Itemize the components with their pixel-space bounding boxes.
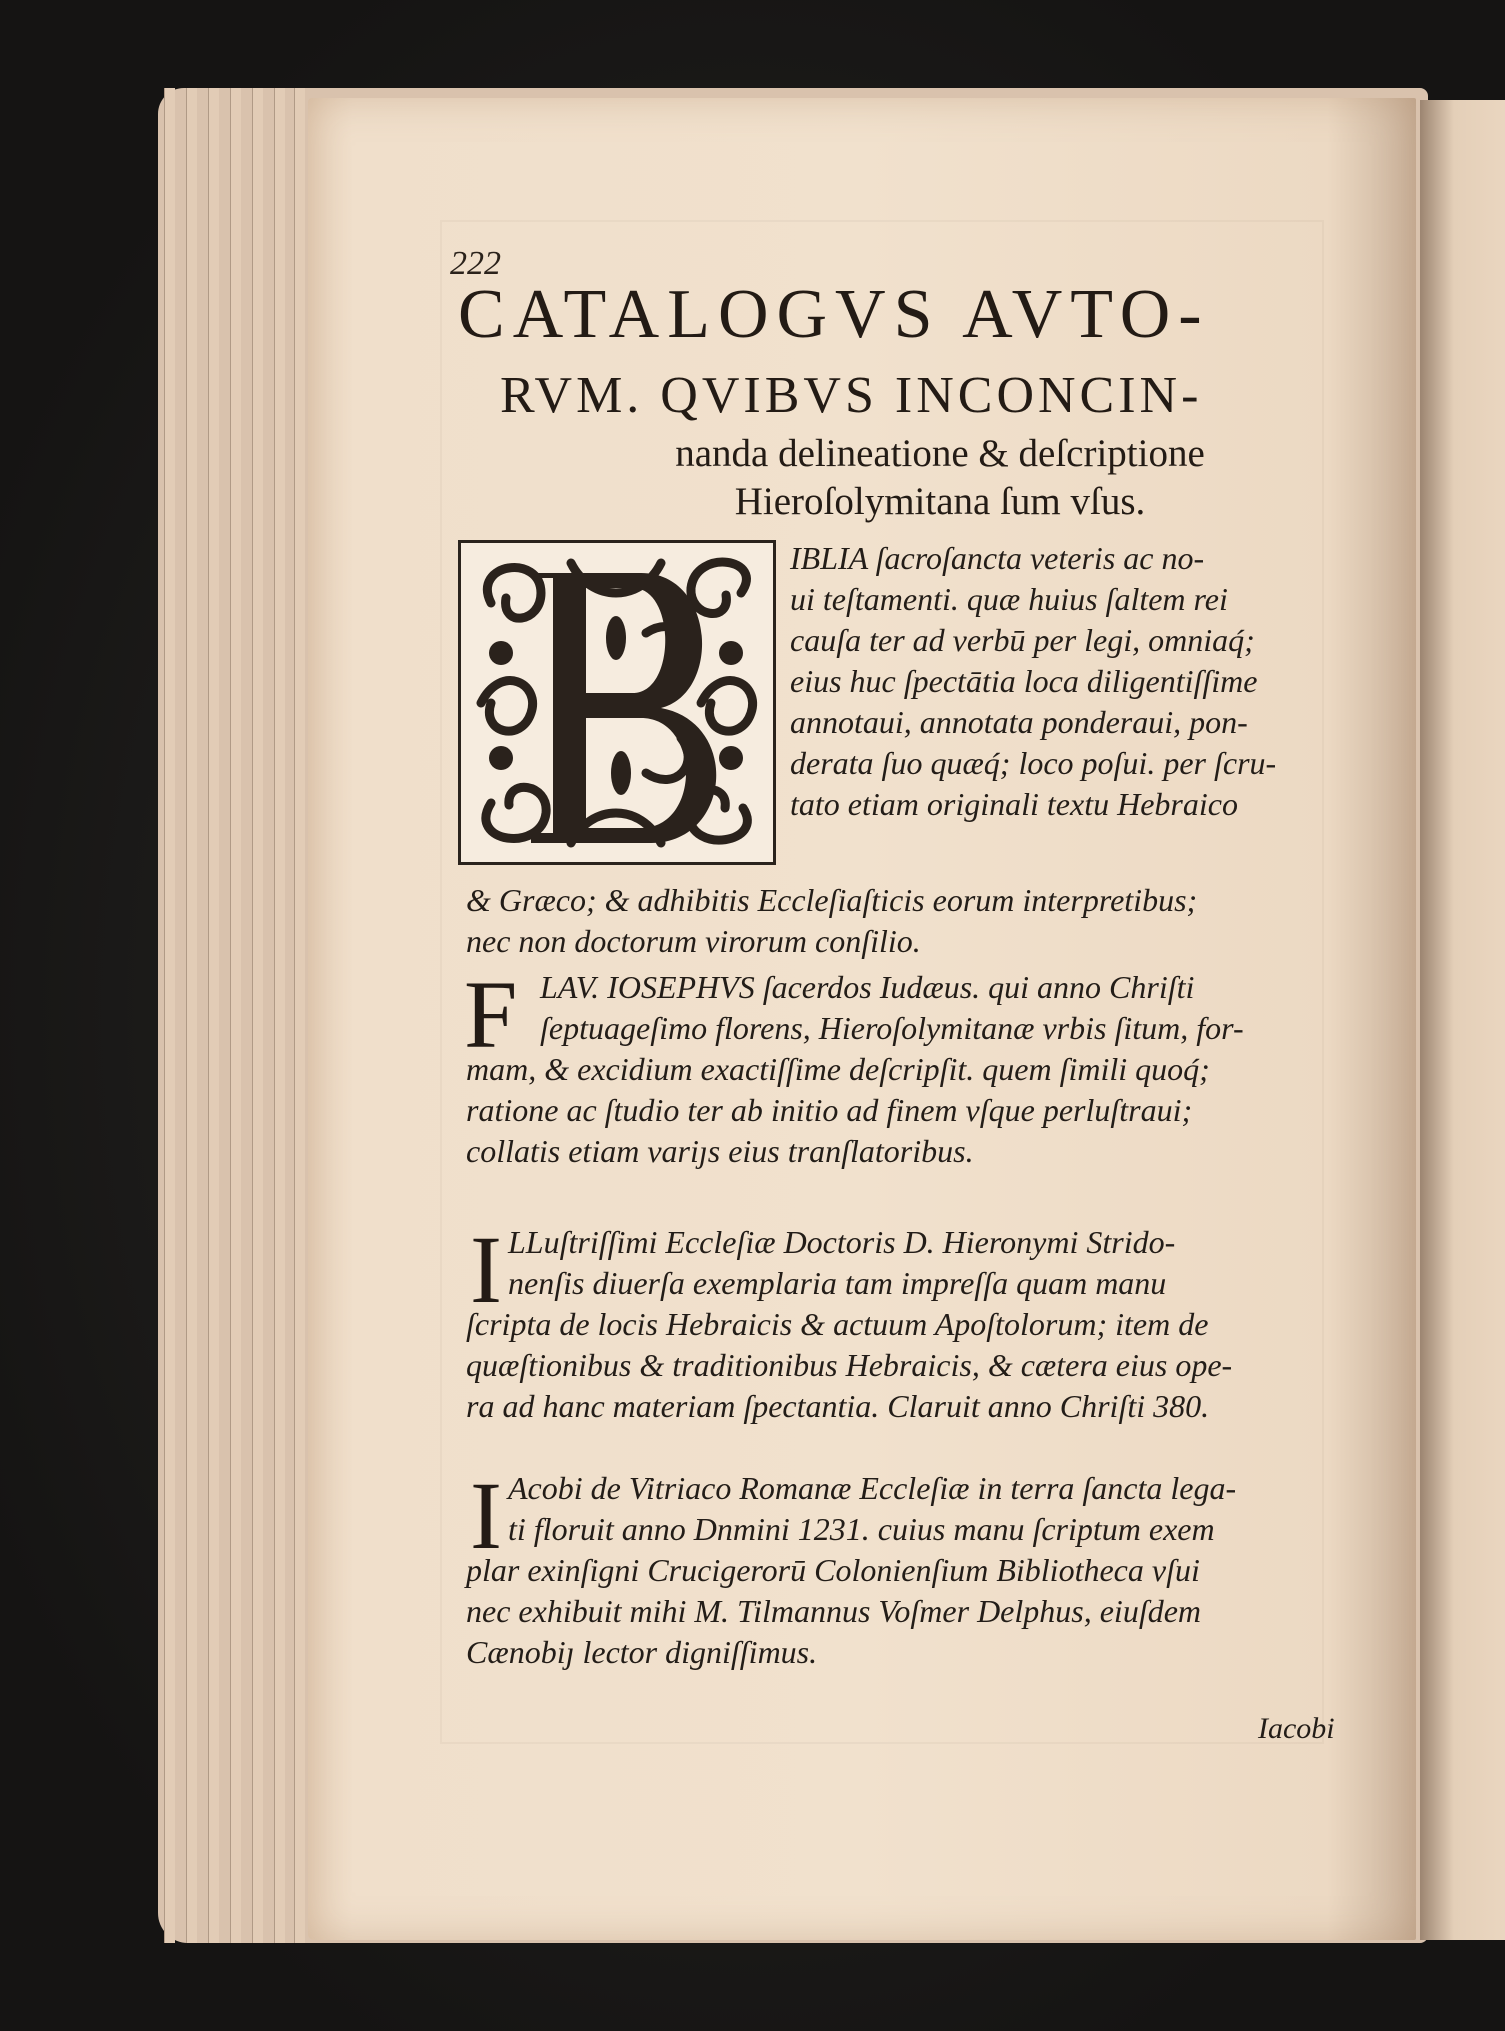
text-line: mam, & excidium exactiſſime deſcripſit. quem ſimili quoq́;	[466, 1051, 1210, 1087]
entry-vitriaco-indent	[508, 1468, 1236, 1550]
drop-initial-f: F	[464, 961, 518, 1068]
title-line-3: nanda delineatione & deſcriptione	[675, 432, 1205, 475]
text-line: nec non doctorum virorum conſilio.	[466, 923, 921, 959]
entry-iosephus-indent	[540, 967, 1244, 1049]
text-line: LAV. IOSEPHVS ſacerdos Iudæus. qui anno Chriſti	[540, 969, 1195, 1005]
entry-hieronymus-full	[466, 1304, 1232, 1427]
text-line: ratione ac ſtudio ter ab initio ad finem vſque perluſtraui;	[466, 1092, 1193, 1128]
text-line: collatis etiam variȷs eius tranſlatoribus.	[466, 1133, 974, 1169]
ornamental-initial	[458, 540, 776, 865]
catchword: Iacobi	[1258, 1712, 1335, 1745]
text-line: Acobi de Vitriaco Romanæ Eccleſiæ in terra ſancta lega-	[508, 1470, 1237, 1506]
title-subtitle	[580, 420, 1300, 523]
page-edge	[164, 88, 175, 1943]
text-line: plar exinſigni Crucigerorū Colonienſium Bibliotheca vſui	[466, 1552, 1200, 1588]
title-line-2: RVM. QVIBVS INCONCIN-	[500, 367, 1203, 424]
entry-vitriaco-full	[466, 1550, 1201, 1673]
text-line: ti floruit anno Dnmini 1231. cuius manu ſcriptum exem	[508, 1511, 1215, 1547]
drop-initial-i-2: I	[470, 1462, 502, 1569]
entry-hieronymus-indent	[508, 1222, 1175, 1304]
text-line: IBLIA ſacroſancta veteris ac no-	[790, 540, 1205, 576]
page-edge	[294, 88, 305, 1943]
text-line: ſeptuageſimo florens, Hieroſolymitanæ vrbis ſitum, for-	[540, 1010, 1244, 1046]
text-line: ra ad hanc materiam ſpectantia. Claruit anno Chriſti 380.	[466, 1388, 1210, 1424]
text-line: Cænobiȷ lector digniſſimus.	[466, 1634, 818, 1670]
text-line: eius huc ſpectātia loca diligentiſſime	[790, 663, 1258, 699]
facing-page	[1420, 100, 1505, 1940]
text-line: & Græco; & adhibitis Eccleſiaſticis eorum interpretibus;	[466, 882, 1198, 918]
text-line: cauſa ter ad verbū per legi, omniaq́;	[790, 622, 1255, 658]
text-line: quæſtionibus & traditionibus Hebraicis, & cætera eius ope-	[466, 1347, 1233, 1383]
text-line: annotaui, annotata ponderaui, pon-	[790, 704, 1248, 740]
page-edge	[252, 88, 263, 1943]
title-line-4: Hieroſolymitana ſum vſus.	[734, 480, 1146, 523]
text-line: tato etiam originali textu Hebraico	[790, 786, 1238, 822]
title-line-1: CATALOGVS AVTO-	[458, 276, 1210, 353]
page-edge	[208, 88, 219, 1943]
text-line: nenſis diuerſa exemplaria tam impreſſa quam manu	[508, 1265, 1167, 1301]
text-line: ſcripta de locis Hebraicis & actuum Apoſtolorum; item de	[466, 1306, 1209, 1342]
page-edge	[230, 88, 241, 1943]
entry-biblia-full	[466, 880, 1197, 962]
entry-biblia-side	[790, 538, 1276, 825]
drop-initial-i: I	[470, 1216, 502, 1323]
page-number: 222	[450, 245, 501, 282]
text-line: LLuſtriſſimi Eccleſiæ Doctoris D. Hieronymi Strido-	[508, 1224, 1176, 1260]
text-line: derata ſuo quæq́; loco poſui. per ſcru-	[790, 745, 1277, 781]
text-line: ui teſtamenti. quæ huius ſaltem rei	[790, 581, 1228, 617]
text-line: nec exhibuit mihi M. Tilmannus Voſmer Delphus, eiuſdem	[466, 1593, 1202, 1629]
ornament-icon	[461, 543, 773, 862]
page-edge	[274, 88, 285, 1943]
entry-iosephus-full	[466, 1049, 1210, 1172]
page-edge	[186, 88, 197, 1943]
